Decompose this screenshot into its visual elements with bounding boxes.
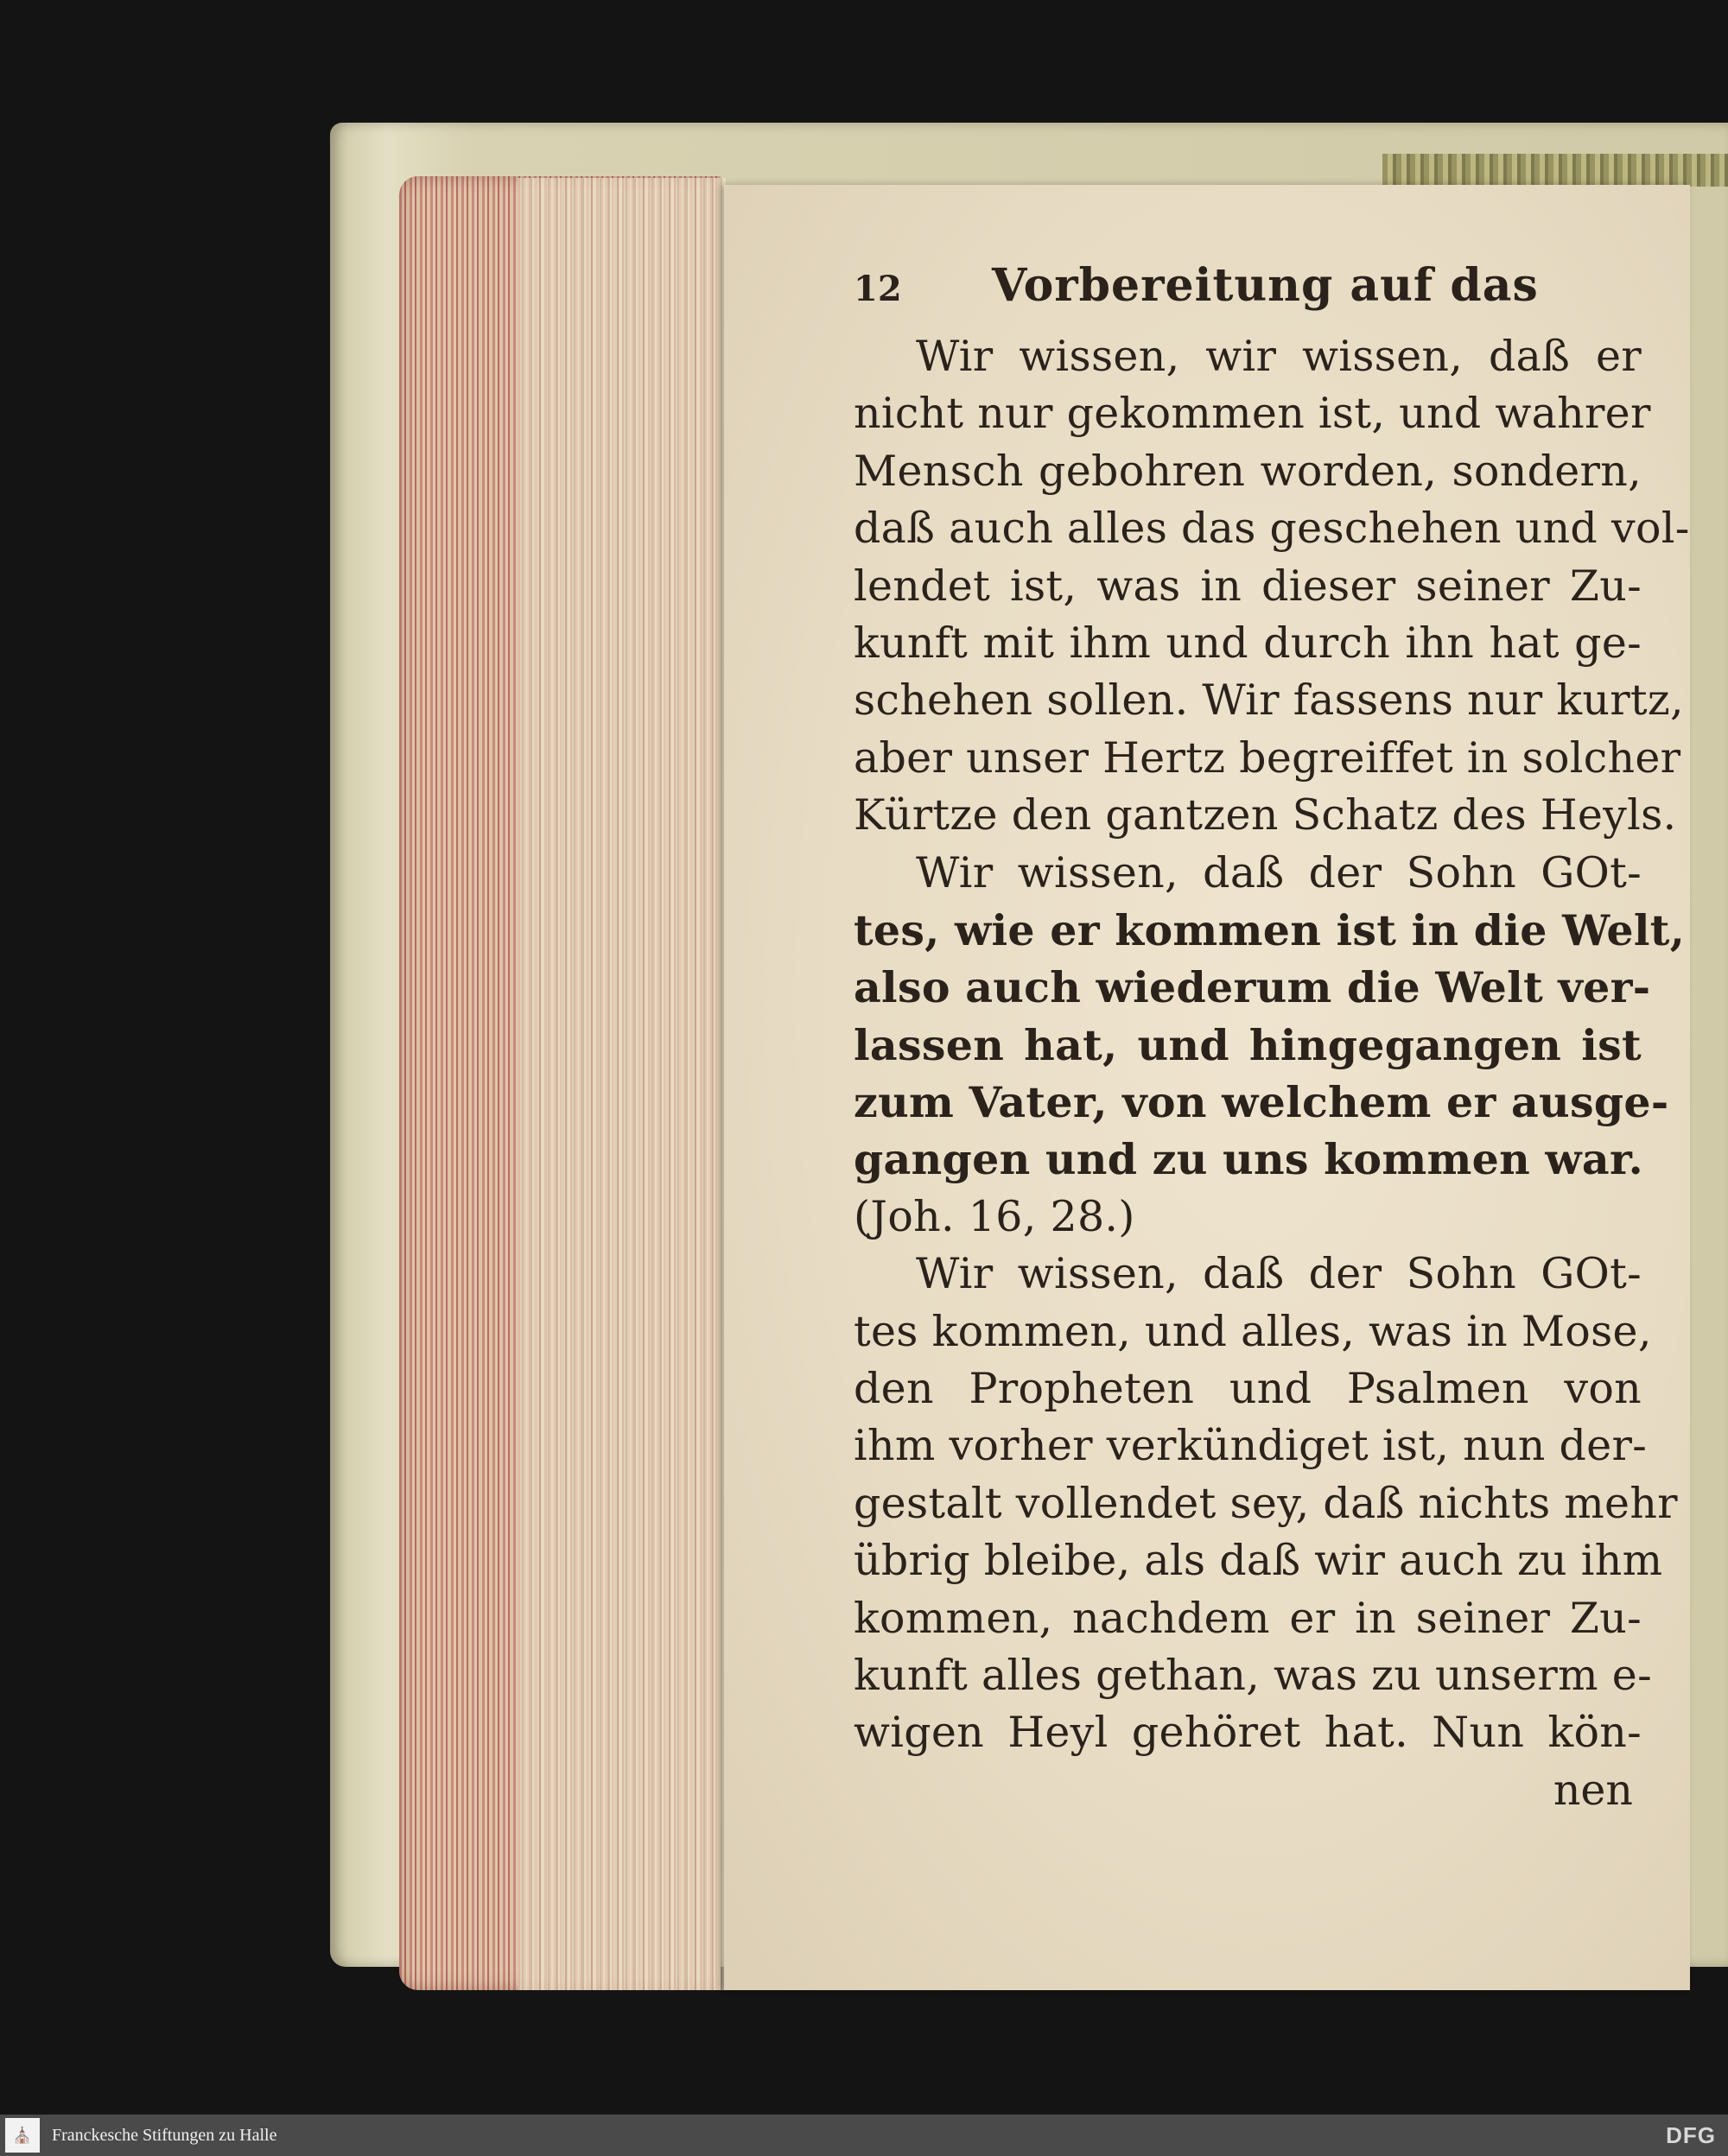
text-line: daß auch alles das geschehen und vol-	[854, 504, 1690, 554]
page-header	[854, 259, 1642, 328]
footer-bar	[0, 2115, 1728, 2156]
dfg-logo: DFG	[1666, 2122, 1716, 2148]
footer-institution: Franckesche Stiftungen zu Halle	[52, 2125, 277, 2145]
text-line: übrig bleibe, als daß wir auch zu ihm	[854, 1536, 1663, 1586]
cover-board-edge	[1382, 154, 1728, 187]
text-line: schehen sollen. Wir fassens nur kurtz,	[854, 675, 1684, 726]
text-line: Mensch gebohren worden, sondern,	[854, 446, 1642, 496]
text-line: Kürtze den gantzen Schatz des Heyls.	[854, 790, 1677, 840]
text-line: (Joh. 16, 28.)	[854, 1191, 1135, 1241]
text-line: ihm vorher verkündiget ist, nun der-	[854, 1421, 1648, 1471]
page-edges-inner	[518, 178, 726, 1990]
text-line: den Propheten und Psalmen von	[854, 1364, 1642, 1414]
text-line: lassen hat, und hingegangen ist	[854, 1019, 1642, 1070]
text-line: wigen Heyl gehöret hat. Nun kön-	[854, 1708, 1642, 1758]
catchword: nen	[1553, 1765, 1633, 1815]
text-line: kunft alles gethan, was zu unserm e-	[854, 1650, 1652, 1700]
text-line: gangen und zu uns kommen war.	[854, 1134, 1643, 1185]
text-line: zum Vater, von welchem er ausge-	[854, 1077, 1669, 1128]
text-line: also auch wiederum die Welt ver-	[854, 962, 1651, 1013]
text-line: Wir wissen, daß der Sohn GOt-	[916, 847, 1642, 897]
text-line: tes kommen, und alles, was in Mose,	[854, 1306, 1652, 1356]
text-line: Wir wissen, wir wissen, daß er	[916, 332, 1642, 381]
running-head: Vorbereitung auf das	[992, 259, 1539, 312]
text-line: tes, wie er kommen ist in die Welt,	[854, 904, 1686, 955]
text-line: lendet ist, was in dieser seiner Zu-	[854, 561, 1642, 611]
text-line: kommen, nachdem er in seiner Zu-	[854, 1593, 1642, 1643]
institution-logo: ⛪	[5, 2118, 40, 2153]
text-line: aber unser Hertz begreiffet in solcher	[854, 732, 1681, 783]
text-line: nicht nur gekommen ist, und wahrer	[854, 389, 1651, 439]
page-text-block	[854, 259, 1690, 1819]
text-line: gestalt vollendet sey, daß nichts mehr	[854, 1478, 1678, 1528]
page-number: 12	[854, 269, 902, 309]
body-text	[854, 328, 1690, 1762]
text-line: Wir wissen, daß der Sohn GOt-	[916, 1249, 1642, 1299]
text-line: kunft mit ihm und durch ihn hat ge-	[854, 618, 1642, 668]
